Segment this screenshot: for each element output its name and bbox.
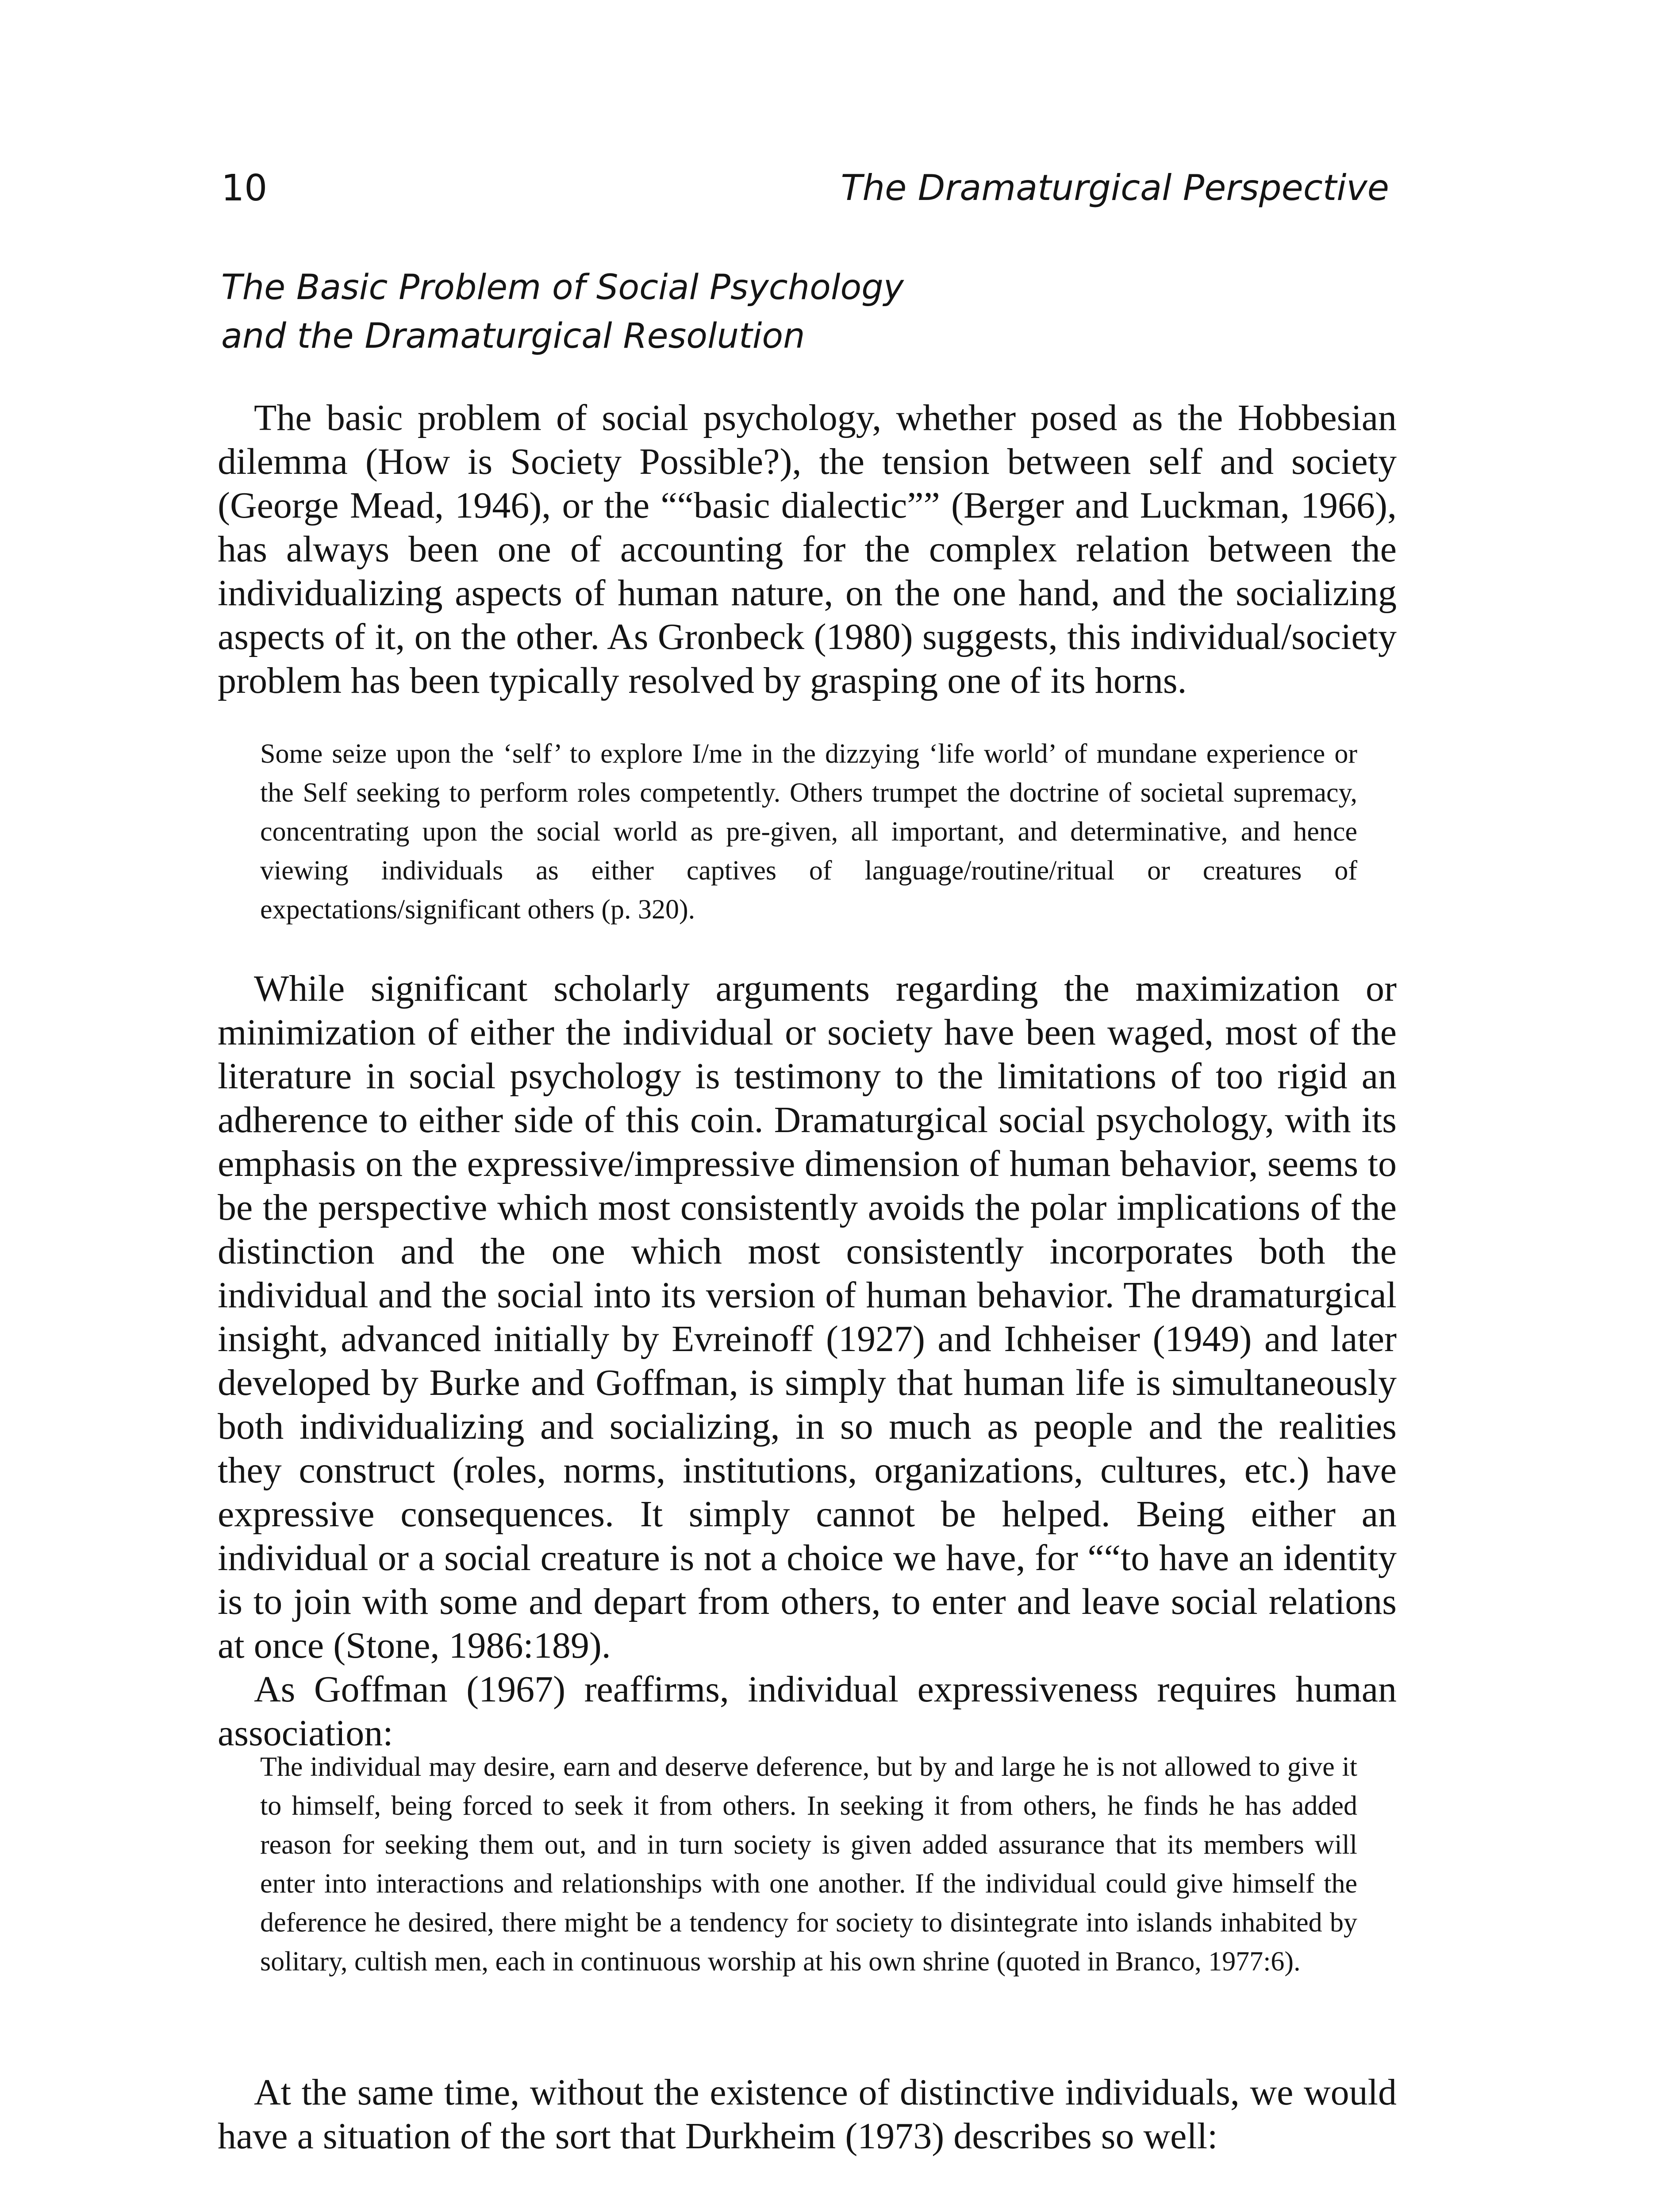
body-paragraph-1: [218, 396, 1397, 703]
running-head: The Dramaturgical Perspective: [841, 167, 1389, 208]
block-quote-2: [260, 1747, 1357, 1981]
block-quote-1: [260, 734, 1357, 929]
body-paragraph-4: [218, 2070, 1397, 2158]
paragraph-text: At the same time, without the existence of distinctive individuals, we would have a situation of the sort that Durkheim (1973) describes so well:: [218, 2072, 1397, 2157]
paragraph-text: While significant scholarly arguments regarding the maximization or minimization of either the individual or society have been waged, most of the literature in social psychology is testimony to the limitations of too rigid an adherence to either side of this coin. Dramaturgical social psychology, with its emphasis on the expressive/impressive dimension of human behavior, seems to be the perspective which most consistently avoids the polar implications of the distinction and the one which most consistently incorporates both the individual and the social into its version of human behavior. The dramaturgical insight, advanced initially by Evreinoff (1927) and Ichheiser (1949) and later developed by Burke and Goffman, is simply that human life is simultaneously both individualizing and socializing, in so much as people and the realities they construct (roles, norms, institutions, organizations, cultures, etc.) have expressive consequences. It simply cannot be helped. Being either an individual or a social creature is not a choice we have, for ““to have an identity is to join with some and depart from others, to enter and leave social relations at once (Stone, 1986:189).: [218, 968, 1397, 1666]
section-title-line-2: and the Dramaturgical Resolution: [221, 316, 805, 356]
quote-text: The individual may desire, earn and deserve deference, but by and large he is not allowed to give it to himself, being forced to seek it from others. In seeking it from others, he finds he has added reason for seeking them out, and in turn society is given added assurance that its members will enter into interactions and relationships with one another. If the individual could give himself the deference he desired, there might be a tendency for society to disintegrate into islands inhabited by solitary, cultish men, each in continuous worship at his own shrine (quoted in Branco, 1977:6).: [260, 1752, 1357, 1977]
section-title: [221, 263, 904, 361]
section-title-line-1: The Basic Problem of Social Psychology: [221, 268, 904, 307]
paragraph-text: The basic problem of social psychology, whether posed as the Hobbesian dilemma (How is Society Possible?), the tension between self and society (George Mead, 1946), or the ““basic dialectic”” (Berger and Luckman, 1966), has always been one of accounting for the complex relation between the individualizing aspects of human nature, on the one hand, and the socializing aspects of it, on the other. As Gronbeck (1980) suggests, this individual/society problem has been typically resolved by grasping one of its horns.: [218, 397, 1397, 701]
page-number: 10: [221, 167, 268, 209]
paragraph-text: As Goffman (1967) reaffirms, individual expressiveness requires human association:: [218, 1669, 1397, 1754]
body-paragraph-2: [218, 967, 1397, 1755]
quote-text: Some seize upon the ‘self’ to explore I/me in the dizzying ‘life world’ of mundane experience or the Self seeking to perform roles competently. Others trumpet the doctrine of societal supremacy, concentrating upon the social world as pre-given, all important, and determinative, and hence viewing individuals as either captives of language/routine/ritual or creatures of expectations/significant others (p. 320).: [260, 739, 1357, 925]
